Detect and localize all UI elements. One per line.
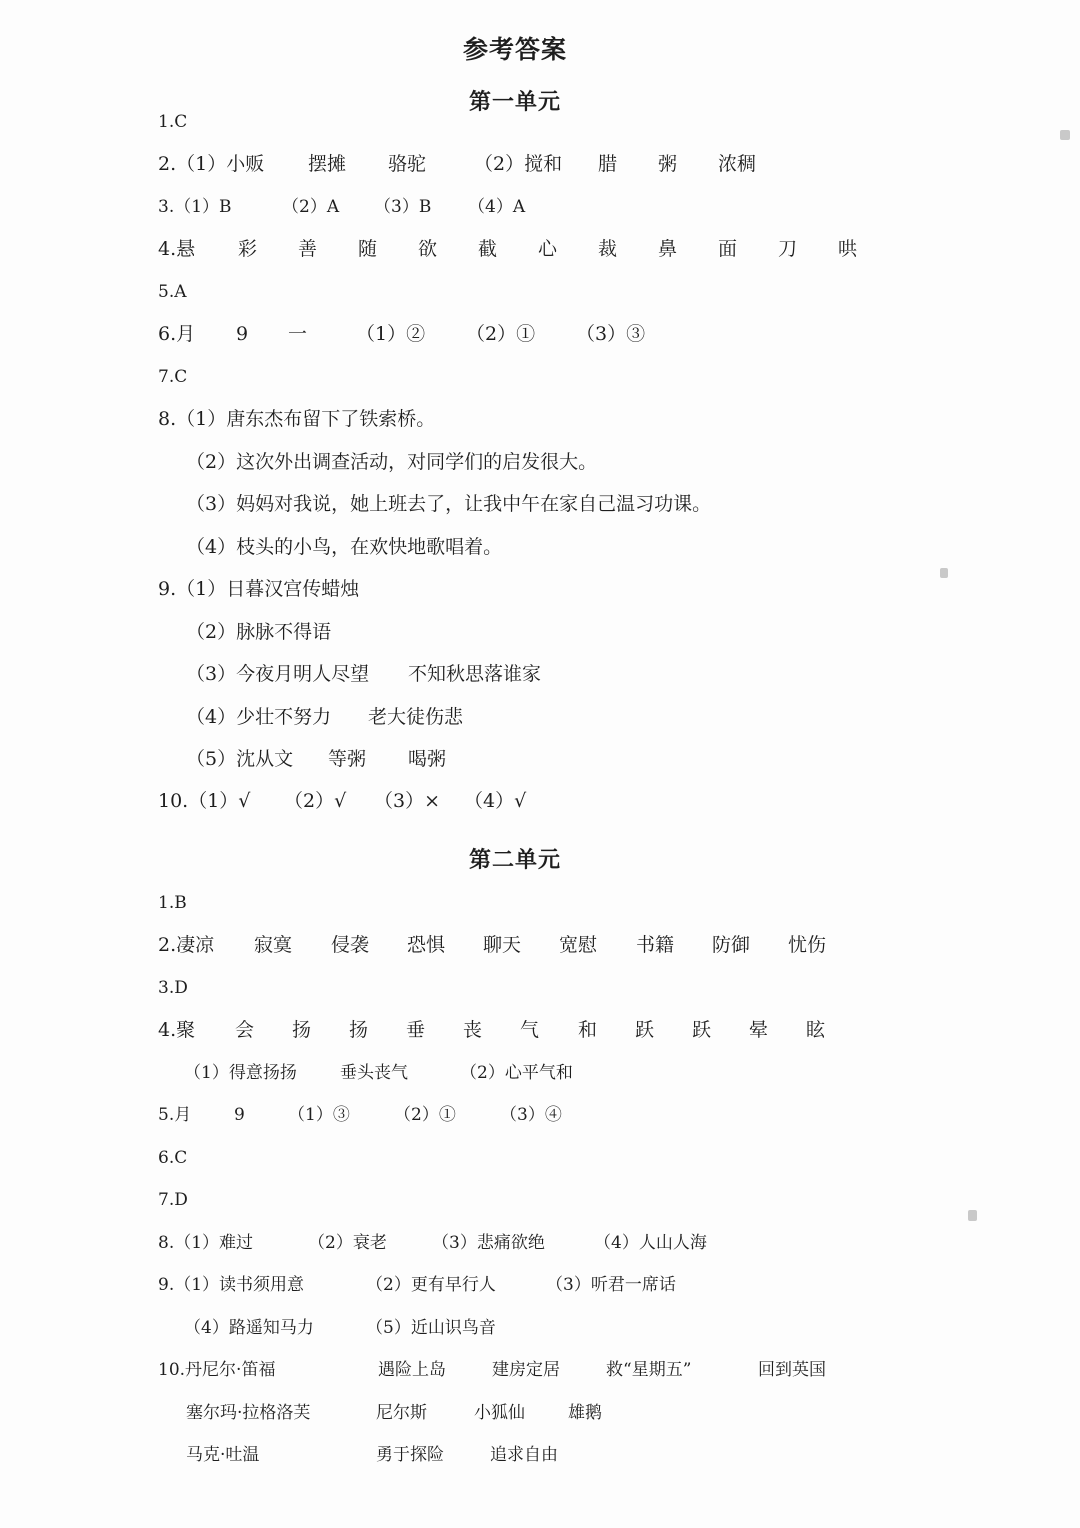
answer-text: 裁 [598,238,618,260]
answer-text: 9.（1）日暮汉宫传蜡烛 [158,578,360,600]
answer-text: 截 [478,238,498,260]
answer-text: 眩 [806,1019,826,1041]
answer-text: 跃 [692,1019,712,1041]
answer-text: 喝粥 [408,748,447,770]
answer-text: 10.丹尼尔·笛福 [158,1360,276,1380]
unit-2-heading: 第二单元 [468,847,561,873]
answer-text: （3）③ [576,323,646,345]
answer-text: （3）④ [500,1105,562,1125]
answer-text: 扬 [349,1019,369,1041]
answer-text: 4.悬 [158,238,196,260]
answer-text: 粥 [658,153,678,175]
answer-text: 气 [520,1019,540,1041]
answer-text: 8.（1）难过 [158,1233,254,1253]
answer-text: 2.凄凉 [158,934,215,956]
answer-text: 9 [234,1105,245,1125]
answer-text: 老大徒伤悲 [368,706,464,728]
answer-text: 6.月 [158,323,196,345]
answer-text: （4）人山人海 [594,1233,707,1253]
answer-text: 彩 [238,238,258,260]
answer-text: （3）妈妈对我说，她上班去了，让我中午在家自己温习功课。 [186,493,712,515]
answer-text: 3.D [158,978,188,998]
answer-text: 扬 [292,1019,312,1041]
answer-text: 救“星期五” [606,1360,692,1380]
answer-text: 随 [358,238,378,260]
answer-text: 小狐仙 [474,1403,525,1423]
answer-text: （2）这次外出调查活动，对同学们的启发很大。 [186,451,598,473]
answer-text: 等粥 [328,748,367,770]
answer-text: 8.（1）唐东杰布留下了铁索桥。 [158,408,436,430]
answer-text: 腊 [598,153,618,175]
answer-text: 宽慰 [559,934,598,956]
answer-text: 心 [538,238,558,260]
answer-text: （1）② [356,323,426,345]
answer-text: 跃 [635,1019,655,1041]
answer-text: 哄 [838,238,858,260]
answer-text: （4）A [468,197,526,217]
answer-text: 遇险上岛 [378,1360,446,1380]
answer-text: （5）近山识鸟音 [366,1318,496,1338]
answer-text: （2）A [282,197,340,217]
answer-text: 晕 [749,1019,769,1041]
answer-text: 恐惧 [407,934,446,956]
answer-text: 10.（1）√ [158,790,251,812]
answer-text: （2）衰老 [308,1233,387,1253]
answer-text: 欲 [418,238,438,260]
answer-text: （2）更有早行人 [366,1275,496,1295]
answer-text: （4）枝头的小鸟，在欢快地歌唱着。 [186,536,503,558]
answer-text: （2）① [394,1105,456,1125]
answer-text: 回到英国 [758,1360,826,1380]
answer-text: （4）少壮不努力 [186,706,332,728]
answer-text: 骆驼 [388,153,427,175]
answer-text: 和 [578,1019,598,1041]
answer-text: 雄鹅 [568,1403,602,1423]
answer-text: 防御 [712,934,751,956]
answer-text: （2）脉脉不得语 [186,621,332,643]
answer-text: （3）今夜月明人尽望 [186,663,370,685]
answer-text: （4）√ [464,790,527,812]
answer-text: （2）① [466,323,536,345]
answer-text: （2）搅和 [474,153,563,175]
answer-text: 不知秋思落谁家 [408,663,542,685]
answer-text: 9.（1）读书须用意 [158,1275,305,1295]
answer-text: 4.聚 [158,1019,196,1041]
answer-text: （5）沈从文 [186,748,294,770]
answer-text: 聊天 [483,934,522,956]
answer-text: （3）B [374,197,432,217]
answer-text: 追求自由 [490,1445,558,1465]
answer-text: 勇于探险 [376,1445,444,1465]
page-title: 参考答案 [462,35,567,64]
answer-text: 忧伤 [788,934,827,956]
answer-text: 9 [236,323,249,345]
answer-text: 5.月 [158,1105,192,1125]
answer-text: 善 [298,238,318,260]
answer-text: 浓稠 [718,153,757,175]
answer-text: （2）心平气和 [460,1063,573,1083]
answer-text: （1）③ [288,1105,350,1125]
answer-text: （3）听君一席话 [546,1275,676,1295]
answer-text: 会 [235,1019,255,1041]
answer-text: （2）√ [284,790,347,812]
answer-text: 侵袭 [331,934,370,956]
answer-text: 垂头丧气 [340,1063,408,1083]
answer-text: （3）× [374,790,441,812]
answer-text: 摆摊 [308,153,347,175]
answer-text: 鼻 [658,238,678,260]
answer-text: 2.（1）小贩 [158,153,265,175]
scan-speck [968,1210,977,1221]
answer-text: （1）得意扬扬 [184,1063,297,1083]
answer-text: 垂 [406,1019,426,1041]
answer-text: 一 [288,323,308,345]
answer-text: 塞尔玛·拉格洛芙 [186,1403,311,1423]
answer-text: 建房定居 [492,1360,560,1380]
answer-text: 寂寞 [254,934,293,956]
answer-text: 丧 [463,1019,483,1041]
scan-speck [940,568,948,578]
answer-text: （4）路遥知马力 [184,1318,314,1338]
answer-text: 尼尔斯 [376,1403,427,1423]
answer-text: 1.C [158,112,188,132]
answer-text: 6.C [158,1148,188,1168]
answer-text: 1.B [158,893,187,913]
answer-text: 7.D [158,1190,188,1210]
answer-text: 7.C [158,367,188,387]
answer-text: 马克·吐温 [186,1445,260,1465]
answer-text: 3.（1）B [158,197,232,217]
unit-1-heading: 第一单元 [468,89,561,115]
answer-text: 5.A [158,282,187,302]
scan-speck [1060,130,1070,140]
answer-text: 书籍 [636,934,675,956]
answer-text: 面 [718,238,738,260]
answer-text: 刀 [778,238,798,260]
answer-text: （3）悲痛欲绝 [432,1233,545,1253]
